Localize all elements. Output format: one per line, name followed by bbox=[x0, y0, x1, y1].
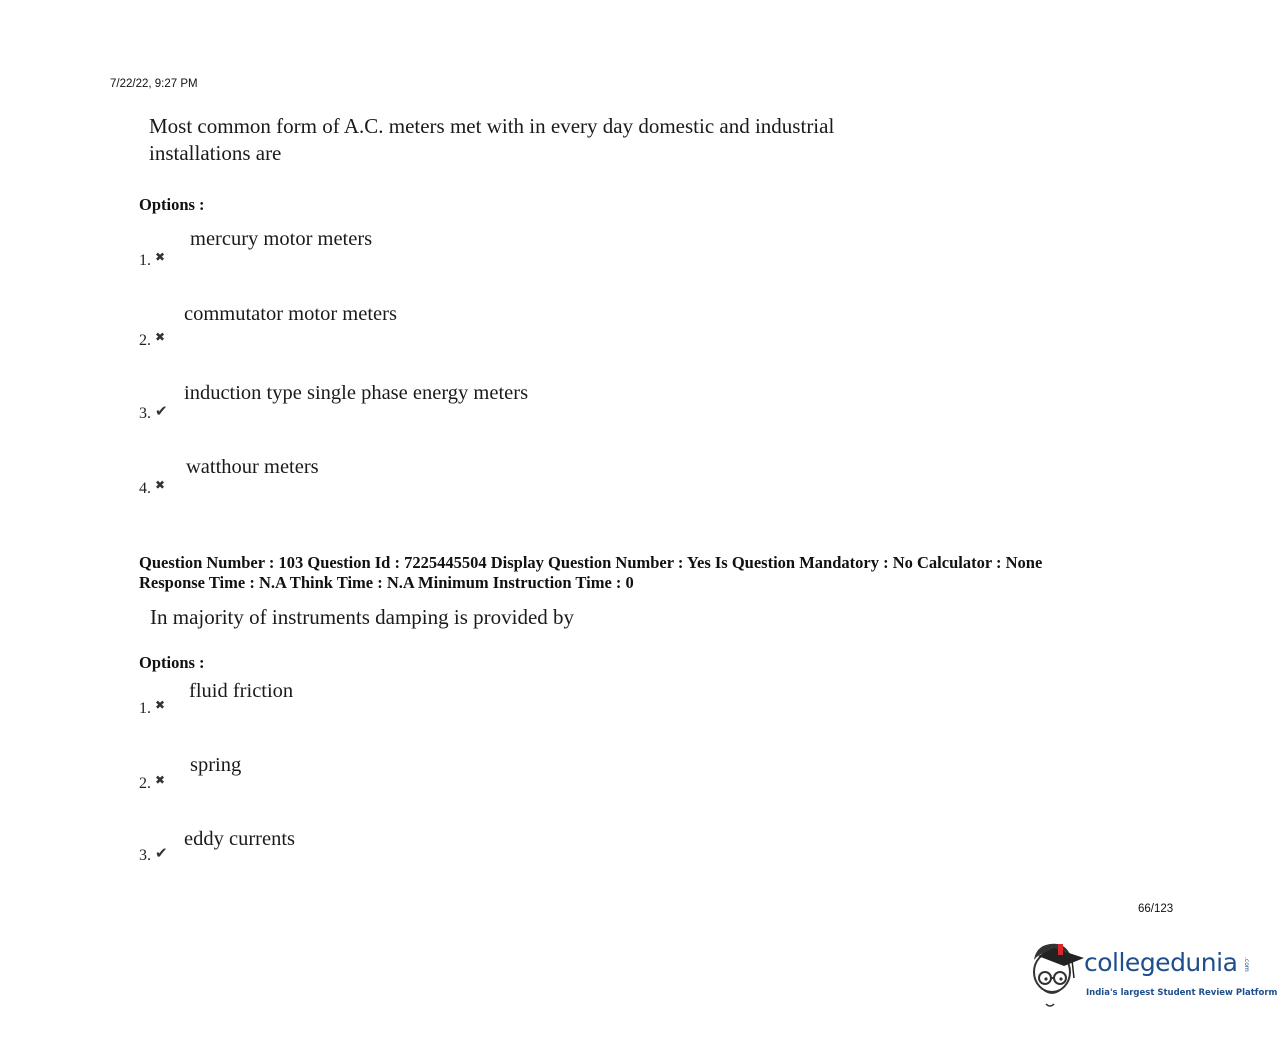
question-text: In majority of instruments damping is provided by bbox=[150, 605, 575, 629]
logo-domain-suffix: .com bbox=[1243, 957, 1250, 972]
cross-icon: ✖ bbox=[155, 698, 166, 712]
logo-wordmark: collegedunia bbox=[1084, 948, 1238, 977]
check-icon: ✔ bbox=[155, 402, 168, 420]
option-text: mercury motor meters bbox=[190, 228, 373, 250]
option-text: spring bbox=[190, 754, 242, 776]
option-index: 3. bbox=[139, 405, 151, 422]
cross-icon: ✖ bbox=[155, 773, 166, 787]
print-timestamp: 7/22/22, 9:27 PM bbox=[110, 78, 198, 90]
option-text: eddy currents bbox=[184, 828, 295, 850]
logo-tagline: India's largest Student Review Platform bbox=[1086, 988, 1278, 998]
options-label: Options : bbox=[139, 653, 205, 672]
option-number bbox=[139, 332, 165, 350]
option-text: watthour meters bbox=[186, 456, 319, 478]
option-text: fluid friction bbox=[189, 680, 294, 702]
question-metadata-line: Question Number : 103 Question Id : 7225445504 Display Question Number : Yes Is Question Mandatory : No Calculator : None bbox=[139, 553, 1043, 572]
question-metadata-line: Response Time : N.A Think Time : N.A Minimum Instruction Time : 0 bbox=[139, 573, 634, 592]
option-text: induction type single phase energy meters bbox=[184, 382, 529, 404]
option-number bbox=[139, 775, 165, 793]
question-text-line: Most common form of A.C. meters met with in every day domestic and industrial bbox=[149, 114, 835, 138]
mascot-icon bbox=[1024, 938, 1086, 1010]
option-number bbox=[139, 700, 165, 718]
option-number bbox=[139, 402, 168, 423]
option-number bbox=[139, 480, 165, 498]
question-text bbox=[149, 113, 834, 167]
question-metadata bbox=[139, 553, 1042, 593]
page-number: 66/123 bbox=[1138, 903, 1174, 915]
option-index: 4. bbox=[139, 480, 151, 497]
option-index: 1. bbox=[139, 700, 151, 717]
cross-icon: ✖ bbox=[155, 330, 166, 344]
check-icon: ✔ bbox=[155, 844, 168, 862]
options-label: Options : bbox=[139, 195, 205, 214]
question-text-line: installations are bbox=[149, 141, 282, 165]
option-index: 2. bbox=[139, 332, 151, 349]
option-text: commutator motor meters bbox=[184, 303, 397, 325]
option-number bbox=[139, 844, 168, 865]
option-index: 3. bbox=[139, 847, 151, 864]
option-index: 1. bbox=[139, 252, 151, 269]
option-index: 2. bbox=[139, 775, 151, 792]
cross-icon: ✖ bbox=[155, 478, 166, 492]
cross-icon: ✖ bbox=[155, 250, 166, 264]
collegedunia-logo bbox=[1024, 938, 1278, 1010]
option-number bbox=[139, 252, 165, 270]
